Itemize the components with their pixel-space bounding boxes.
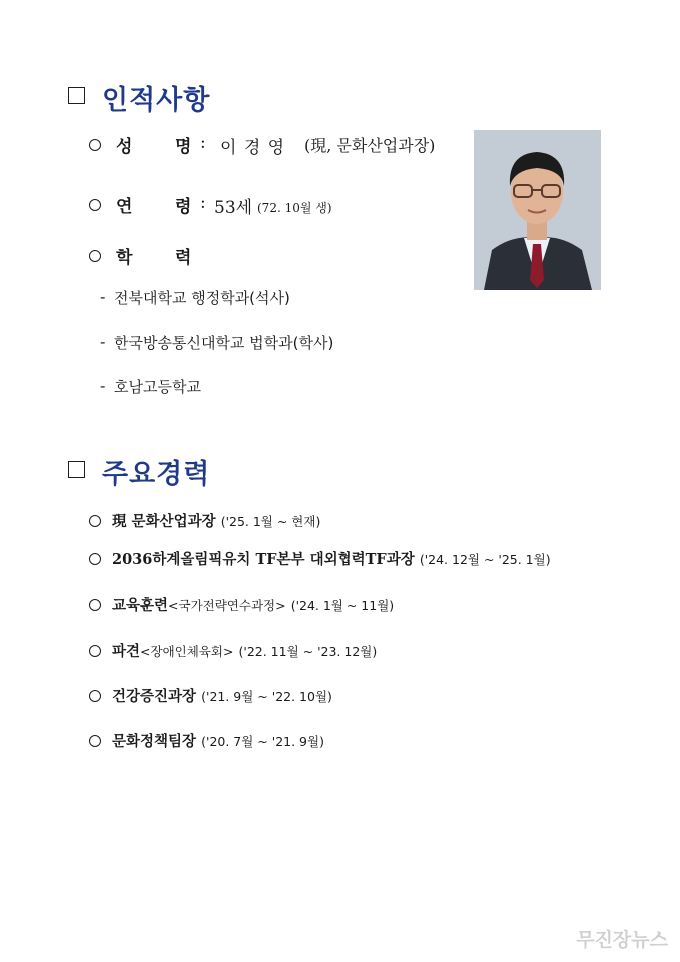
bullet-circle-icon (89, 250, 101, 262)
edu-label-a: 학 (116, 248, 133, 268)
name-label-b: 명 (175, 137, 192, 157)
colon: : (200, 133, 206, 153)
career-title: 건강증진과장 (112, 688, 197, 705)
name-label-a: 성 (116, 137, 133, 157)
career-period: ('24. 12월 ~ '25. 1월) (419, 552, 551, 567)
colon: : (200, 193, 206, 213)
career-title: 2036하계올림픽유치 TF본부 대외협력TF과장 (112, 551, 415, 568)
watermark-logo: 무진장뉴스 (576, 929, 668, 951)
education-item: 전북대학교 행정학과(석사) (114, 289, 290, 307)
section-checkbox-square (68, 461, 85, 478)
profile-photo (474, 130, 601, 290)
career-item (112, 594, 394, 615)
age-label-b: 령 (175, 197, 192, 217)
age-label-a: 연 (116, 197, 133, 217)
list-dash: - (100, 377, 106, 395)
age-value: 53세 (214, 198, 253, 218)
list-dash: - (100, 333, 106, 351)
education-item: 한국방송통신대학교 법학과(학사) (114, 334, 334, 352)
education-item: 호남고등학교 (114, 378, 201, 396)
person-portrait-icon (474, 130, 601, 290)
career-item (112, 730, 324, 751)
career-period: ('22. 11월 ~ '23. 12월) (238, 644, 378, 659)
career-item (112, 510, 320, 531)
career-title: 現 문화산업과장 (112, 513, 216, 530)
section-checkbox-square (68, 87, 85, 104)
career-subtitle: <국가전략연수과정> (168, 598, 286, 613)
bullet-circle-icon (89, 735, 101, 747)
career-item (112, 548, 551, 569)
career-item (112, 685, 332, 706)
bullet-circle-icon (89, 599, 101, 611)
career-subtitle: <장애인체육회> (140, 644, 234, 659)
career-period: ('21. 9월 ~ '22. 10월) (201, 689, 332, 704)
bullet-circle-icon (89, 199, 101, 211)
section-title-career: 주요경력 (102, 459, 211, 490)
edu-label-b: 력 (175, 248, 192, 268)
career-period: ('25. 1월 ~ 현재) (220, 514, 321, 529)
career-period: ('20. 7월 ~ '21. 9월) (201, 734, 324, 749)
section-title-personal: 인적사항 (102, 85, 211, 116)
bullet-circle-icon (89, 690, 101, 702)
bullet-circle-icon (89, 553, 101, 565)
career-title: 문화정책팀장 (112, 733, 197, 750)
career-item (112, 640, 377, 661)
list-dash: - (100, 288, 106, 306)
name-value: 이 경 영 (220, 138, 286, 158)
career-period: ('24. 1월 ~ 11월) (290, 598, 395, 613)
career-title: 파견 (112, 643, 141, 660)
bullet-circle-icon (89, 645, 101, 657)
name-current-position: (現, 문화산업과장) (304, 136, 436, 155)
career-title: 교육훈련 (112, 597, 169, 614)
bullet-circle-icon (89, 139, 101, 151)
age-birth: (72. 10월 생) (257, 201, 332, 215)
bullet-circle-icon (89, 515, 101, 527)
